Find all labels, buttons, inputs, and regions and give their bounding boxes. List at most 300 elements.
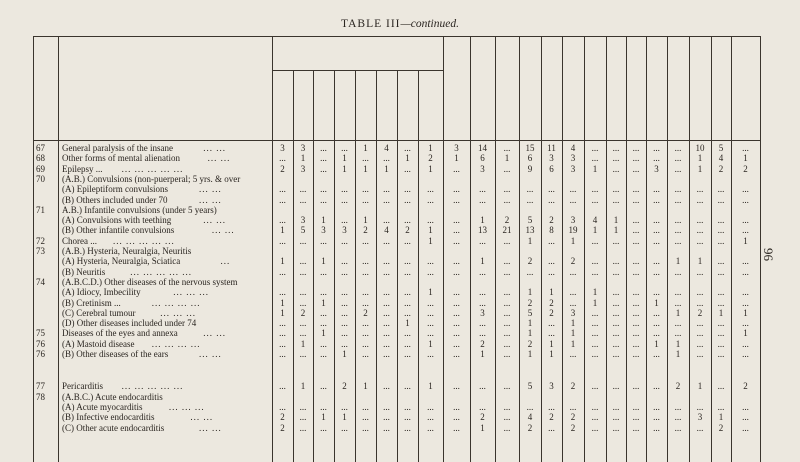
table-cell: ... (674, 184, 682, 195)
table-cell: ... (320, 307, 327, 318)
table-cell: ... (341, 184, 348, 195)
table-cell: ... (320, 338, 327, 349)
table-cell: ... (653, 215, 660, 226)
table-cell: ... (548, 194, 555, 205)
table-cell: ... (383, 153, 390, 164)
table-cell: ... (404, 184, 411, 195)
table-cell: 1 (480, 256, 485, 267)
table-row (0, 153, 800, 163)
table-cell: ... (742, 225, 749, 236)
table-cell: ... (632, 215, 640, 226)
table-cell: ... (526, 194, 534, 205)
table-cell: 1 (428, 225, 433, 236)
row-number: 71 (36, 204, 45, 215)
table-cell: 1 (743, 328, 748, 339)
table-cell: ... (591, 412, 599, 423)
table-cell: ... (591, 256, 599, 267)
table-cell: 3 (570, 153, 576, 164)
cause-leader-dots: ... ... (203, 328, 227, 339)
table-cell: ... (632, 412, 640, 423)
table-cell: ... (632, 235, 640, 246)
table-cell: ... (548, 328, 555, 339)
table-cell: ... (653, 235, 660, 246)
table-cell: ... (453, 287, 460, 298)
table-cell: 2 (280, 163, 285, 174)
table-cell: ... (696, 235, 704, 246)
cause-label: General paralysis of the insane (62, 143, 173, 153)
table-cell: 1 (300, 153, 306, 164)
table-cell: ... (742, 266, 749, 277)
table-cell: ... (653, 381, 660, 392)
table-cell: ... (299, 287, 307, 298)
table-cell: 3 (697, 412, 703, 423)
table-cell: ... (362, 401, 369, 412)
table-cell: ... (526, 401, 534, 412)
table-cell: ... (653, 422, 660, 433)
table-cell: ... (453, 307, 460, 318)
table-cell: ... (742, 256, 749, 267)
row-number: 70 (36, 173, 45, 184)
table-cell: ... (404, 381, 411, 392)
table-cell: ... (742, 318, 749, 329)
cause-label: (B) Infective endocarditis (62, 412, 155, 423)
table-cell: 9 (527, 163, 533, 174)
table-cell: ... (453, 256, 460, 267)
table-cell: 1 (718, 307, 724, 318)
cause-leader-dots: ... ... ... (168, 401, 205, 412)
table-cell: ... (341, 307, 348, 318)
table-cell: 1 (592, 163, 598, 174)
table-cell: 4 (527, 412, 533, 423)
table-cell: 3 (342, 225, 347, 236)
table-cell: ... (674, 328, 682, 339)
cause-leader-dots: ... ... (190, 412, 214, 423)
table-cell: ... (717, 349, 725, 359)
table-cell: 1 (342, 163, 347, 174)
table-cell: 2 (570, 381, 576, 392)
table-top-rule (33, 36, 760, 37)
table-cell: ... (612, 328, 620, 339)
table-cell: ... (503, 412, 511, 423)
table-cell: ... (453, 401, 460, 412)
page-number: 96 (761, 248, 776, 261)
table-cell: ... (653, 412, 660, 423)
table-cell: ... (612, 163, 620, 174)
cause-label: (B) Others included under 70 (62, 194, 168, 205)
table-cell: ... (299, 256, 307, 267)
table-cell: ... (320, 318, 327, 329)
table-cell: ... (320, 349, 327, 359)
table-cell: ... (479, 318, 486, 329)
table-cell: ... (717, 215, 725, 226)
table-cell: 1 (527, 318, 533, 329)
table-cell: 1 (321, 215, 326, 226)
table-cell: 1 (405, 153, 410, 164)
table-cell: 2 (342, 381, 347, 392)
table-cell: 2 (527, 256, 533, 267)
table-cell: ... (503, 349, 511, 359)
table-cell: ... (383, 256, 390, 267)
table-cell: ... (717, 338, 725, 349)
table-cell: ... (696, 266, 704, 277)
table-cell: 1 (342, 153, 347, 164)
table-cell: ... (320, 422, 327, 433)
table-cell: 1 (321, 297, 326, 308)
table-row (0, 215, 800, 225)
table-cell: ... (299, 412, 307, 423)
table-cell: ... (696, 328, 704, 339)
table-cell: ... (299, 266, 307, 277)
table-cell: ... (612, 349, 620, 359)
table-cell: ... (742, 349, 749, 359)
table-cell: 1 (504, 153, 510, 164)
table-cell: ... (653, 328, 660, 339)
table-cell: ... (653, 349, 660, 359)
table-cell: 1 (480, 422, 485, 433)
table-cell: ... (569, 349, 577, 359)
table-cell: 4 (384, 143, 389, 153)
table-cell: ... (341, 318, 348, 329)
table-cell: 1 (280, 256, 285, 267)
table-cell: ... (453, 381, 460, 392)
table-cell: 3 (480, 163, 485, 174)
table-cell: ... (404, 422, 411, 433)
table-cell: ... (479, 287, 486, 298)
table-cell: ... (427, 412, 434, 423)
table-cell: ... (632, 297, 640, 308)
table-cell: ... (742, 143, 749, 153)
table-cell: ... (320, 266, 327, 277)
table-cell: ... (742, 215, 749, 226)
table-cell: ... (404, 215, 411, 226)
table-cell: ... (717, 184, 725, 195)
table-cell: 5 (300, 225, 306, 236)
table-cell: ... (453, 349, 460, 359)
table-cell: 1 (592, 225, 598, 236)
column-header (445, 40, 468, 136)
row-number: 77 (36, 381, 45, 392)
table-cell: ... (632, 225, 640, 236)
table-cell: ... (742, 194, 749, 205)
table-cell: 3 (570, 307, 576, 318)
table-row (0, 298, 800, 308)
table-cell: ... (503, 235, 511, 246)
cause-label: Other forms of mental alienation (62, 153, 180, 164)
table-cell: ... (503, 338, 511, 349)
table-cell: 1 (570, 338, 576, 349)
table-cell: ... (548, 401, 555, 412)
table-cell: 8 (549, 225, 554, 236)
table-cell: ... (341, 422, 348, 433)
table-cell: ... (591, 318, 599, 329)
table-cell: 2 (480, 338, 485, 349)
table-cell: ... (717, 381, 725, 392)
table-cell: ... (383, 235, 390, 246)
table-cell: ... (427, 297, 434, 308)
table-cell: ... (427, 328, 434, 339)
table-cell: 4 (718, 153, 724, 164)
table-cell: ... (362, 153, 369, 164)
table-cell: ... (632, 422, 640, 433)
table-cell: ... (653, 194, 660, 205)
table-row (0, 402, 800, 412)
table-cell: ... (299, 328, 307, 339)
table-cell: 1 (743, 153, 748, 164)
table-row (0, 423, 800, 433)
table-cell: 5 (718, 143, 724, 153)
table-cell: ... (427, 318, 434, 329)
cause-leader-dots: ... ... ... ... ... (113, 235, 175, 246)
cause-label: Pericarditis (62, 381, 103, 392)
table-cell: 3 (300, 215, 306, 226)
table-cell: ... (320, 153, 327, 164)
table-cell: 2 (504, 215, 510, 226)
row-number: 76 (36, 338, 45, 349)
table-cell: 1 (363, 163, 368, 174)
table-cell: ... (299, 349, 307, 359)
table-cell: 1 (549, 349, 554, 359)
table-cell: 2 (570, 422, 576, 433)
table-cell: ... (612, 266, 620, 277)
table-cell: ... (362, 318, 369, 329)
table-cell: ... (479, 194, 486, 205)
table-cell: ... (479, 184, 486, 195)
cause-leader-dots: ... ... ... ... ... (130, 266, 192, 277)
table-cell: 1 (428, 235, 433, 246)
table-cell: ... (696, 297, 704, 308)
table-cell: ... (612, 235, 620, 246)
table-cell: ... (696, 318, 704, 329)
cause-label: (A) Idiocy, Imbecility (62, 287, 141, 298)
table-cell: ... (526, 266, 534, 277)
cause-label: A.B.) Infantile convulsions (under 5 years) (62, 204, 217, 215)
table-cell: ... (453, 163, 460, 174)
table-cell: ... (503, 143, 511, 153)
table-cell: ... (299, 401, 307, 412)
table-cell: 2 (405, 225, 410, 236)
table-cell: ... (404, 307, 411, 318)
table-cell: 3 (280, 143, 285, 153)
table-cell: 1 (480, 349, 485, 359)
table-cell: ... (742, 287, 749, 298)
table-row (0, 164, 800, 174)
table-cell: 1 (342, 412, 347, 423)
table-cell: ... (503, 381, 511, 392)
table-cell: ... (453, 297, 460, 308)
table-cell: ... (632, 328, 640, 339)
table-cell: 2 (280, 422, 285, 433)
cause-leader-dots: ... ... (203, 143, 227, 153)
table-cell: 1 (743, 235, 748, 246)
table-cell: ... (404, 256, 411, 267)
table-cell: ... (503, 318, 511, 329)
table-cell: 1 (405, 318, 410, 329)
table-cell: ... (404, 235, 411, 246)
table-cell: 1 (428, 163, 433, 174)
table-cell: ... (696, 225, 704, 236)
table-cell: ... (503, 266, 511, 277)
table-cell: ... (362, 338, 369, 349)
table-cell: ... (427, 422, 434, 433)
table-cell: 2 (718, 163, 724, 174)
cause-label: (A.B.C.D.) Other diseases of the nervous system (62, 276, 238, 287)
table-cell: ... (341, 266, 348, 277)
table-cell: ... (591, 266, 599, 277)
table-cell: ... (479, 235, 486, 246)
table-cell: ... (383, 318, 390, 329)
table-cell: ... (696, 401, 704, 412)
table-cell: ... (427, 266, 434, 277)
table-cell: 2 (480, 412, 485, 423)
table-cell: ... (299, 297, 307, 308)
table-cell: ... (612, 194, 620, 205)
table-cell: 1 (363, 143, 368, 153)
table-cell: ... (383, 297, 390, 308)
table-cell: 2 (363, 307, 368, 318)
cause-label: (A) Epileptiform convulsions (62, 184, 168, 195)
table-cell: ... (383, 412, 390, 423)
table-cell: ... (612, 338, 620, 349)
table-cell: ... (383, 422, 390, 433)
table-cell: ... (612, 287, 620, 298)
cause-label: (C) Other acute endocarditis (62, 422, 165, 433)
table-cell: ... (362, 422, 369, 433)
table-cell: ... (299, 194, 307, 205)
table-cell: ... (591, 328, 599, 339)
table-cell: 2 (363, 225, 368, 236)
table-cell: 5 (527, 307, 533, 318)
table-cell: ... (404, 328, 411, 339)
table-cell: ... (362, 328, 369, 339)
table-cell: ... (341, 235, 348, 246)
table-cell: ... (503, 163, 511, 174)
table-cell: ... (717, 297, 725, 308)
table-cell: 14 (478, 143, 487, 153)
table-cell: 1 (570, 318, 576, 329)
table-cell: ... (612, 184, 620, 195)
table-cell: 21 (502, 225, 512, 236)
table-cell: ... (632, 153, 640, 164)
table-cell: ... (320, 235, 327, 246)
table-cell: ... (548, 235, 555, 246)
table-cell: ... (404, 194, 411, 205)
table-cell: ... (383, 194, 390, 205)
table-row (0, 328, 800, 338)
table-cell: ... (742, 422, 749, 433)
table-cell: 11 (547, 143, 556, 153)
table-cell: ... (742, 412, 749, 423)
table-cell: ... (404, 143, 411, 153)
cause-leader-dots: ... ... (203, 215, 227, 226)
cause-label: (C) Cerebral tumour (62, 307, 136, 318)
table-cell: ... (453, 266, 460, 277)
table-cell: ... (632, 287, 640, 298)
table-cell: ... (591, 143, 599, 153)
table-cell: ... (526, 184, 534, 195)
table-cell: 1 (697, 163, 703, 174)
table-cell: ... (404, 163, 411, 174)
table-cell: ... (453, 338, 460, 349)
row-number: 69 (36, 163, 45, 174)
table-cell: ... (742, 297, 749, 308)
cause-label: Chorea ... (62, 235, 97, 246)
table-cell: ... (404, 297, 411, 308)
table-cell: ... (383, 184, 390, 195)
row-number: 72 (36, 235, 45, 246)
table-cell: ... (341, 194, 348, 205)
cause-label: (A.B.) Hysteria, Neuralgia, Neuritis (62, 246, 192, 256)
table-cell: 2 (697, 307, 703, 318)
table-cell: ... (279, 215, 286, 226)
table-cell: ... (383, 307, 390, 318)
table-cell: ... (591, 381, 599, 392)
table-cell: 1 (428, 287, 433, 298)
table-row (0, 267, 800, 277)
table-cell: ... (674, 422, 682, 433)
table-cell: ... (362, 287, 369, 298)
table-cell: 5 (527, 215, 533, 226)
table-cell: ... (612, 297, 620, 308)
table-row (0, 184, 800, 194)
table-cell: ... (383, 381, 390, 392)
row-number: 75 (36, 328, 45, 339)
table-cell: ... (591, 422, 599, 433)
table-cell: ... (279, 349, 286, 359)
table-cell: ... (427, 401, 434, 412)
table-cell: ... (453, 235, 460, 246)
table-cell: ... (479, 266, 486, 277)
table-cell: ... (427, 184, 434, 195)
table-row (0, 381, 800, 391)
row-number: 67 (36, 143, 45, 153)
table-cell: ... (341, 338, 348, 349)
table-cell: ... (383, 401, 390, 412)
table-cell: ... (279, 338, 286, 349)
cause-label: (D) Other diseases included under 74 (62, 318, 197, 329)
table-cell: ... (404, 401, 411, 412)
table-cell: ... (612, 307, 620, 318)
table-cell: ... (320, 163, 327, 174)
table-cell: 1 (570, 235, 576, 246)
table-cell: 2 (549, 307, 554, 318)
cause-label: (A) Hysteria, Neuralgia, Sciatica (62, 256, 181, 267)
table-row (0, 308, 800, 318)
table-cell: ... (674, 215, 682, 226)
table-cell: 2 (549, 215, 554, 226)
table-cell: ... (404, 338, 411, 349)
table-cell: 2 (549, 297, 554, 308)
table-cell: ... (503, 328, 511, 339)
cause-leader-dots: ... (220, 256, 231, 267)
table-cell: 3 (549, 381, 554, 392)
table-cell: ... (320, 143, 327, 153)
table-cell: 1 (654, 338, 659, 349)
table-cell: 13 (525, 225, 535, 236)
cause-label: (B) Cretinism ... (62, 297, 121, 308)
table-cell: 2 (300, 307, 306, 318)
table-cell: ... (632, 143, 640, 153)
table-cell: ... (299, 318, 307, 329)
table-cell: ... (453, 194, 460, 205)
table-cell: ... (279, 328, 286, 339)
table-cell: ... (569, 401, 577, 412)
table-cell: 1 (654, 297, 659, 308)
table-cell: ... (612, 381, 620, 392)
table-row (0, 236, 800, 246)
table-cell: ... (320, 184, 327, 195)
table-cell: ... (632, 307, 640, 318)
table-cell: 2 (570, 256, 576, 267)
